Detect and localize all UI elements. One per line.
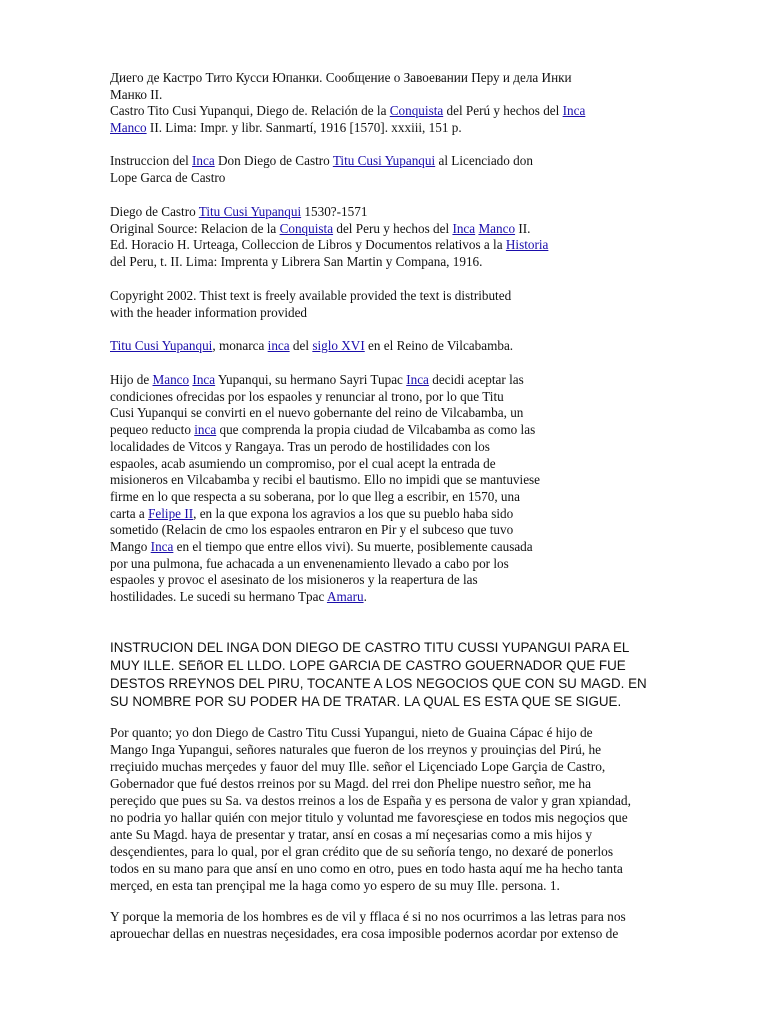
text-line: Diego de Castro Titu Cusi Yupanqui 1530?-1571 (110, 204, 368, 219)
text-line: sometido (Relacin de cmo los espaoles entraron en Pir y el subceso que tuvo (110, 522, 514, 538)
link-titu-cusi-yupanqui[interactable]: Titu Cusi Yupanqui (332, 153, 436, 168)
body-paragraph (110, 724, 631, 894)
link-titu-cusi-yupanqui[interactable]: Titu Cusi Yupanqui (110, 338, 213, 353)
text-line: no podria yo hallar quién con mejor titulo y voluntad me favoresçiese en todos mis negoçios que (110, 810, 628, 825)
text-line: Y porque la memoria de los hombres es de vil y fflaca é si no nos ocurrimos a las letras para nos (110, 909, 626, 924)
link-inca[interactable]: inca (267, 338, 290, 353)
text-line: Ed. Horacio H. Urteaga, Colleccion de Libros y Documentos relativos a la Historia (110, 237, 549, 253)
link-inca[interactable]: Inca (150, 539, 174, 555)
link-inca[interactable]: Inca (192, 372, 216, 387)
text-line: hostilidades. Le sucedi su hermano Tpac Amaru. (110, 589, 367, 605)
text-line: Диего де Кастро Тито Кусси Юпанки. Сообщение о Завоевании Перу и дела Инки (110, 70, 572, 85)
text-line: todos en su mano para que ansí en uno como en otro, pues en todo hasta aquí me ha hecho tanta (110, 861, 623, 876)
link-amaru[interactable]: Amaru (326, 589, 364, 605)
text-line: espaoles y provoc el asesinato de los misioneros y la reapertura de las (110, 572, 478, 588)
text-line: rreçiuido muchas merçedes y fauor del muy Ille. señor el Liçenciado Lope Garçia de Castro, (110, 759, 606, 774)
link-manco[interactable]: Manco (152, 372, 190, 387)
text-line: with the header information provided (110, 304, 308, 320)
link-conquista[interactable]: Conquista (389, 103, 444, 119)
link-inca[interactable]: Inca (452, 220, 476, 236)
text-line: Original Source: Relacion de la Conquista del Peru y hechos del Inca Manco II. (110, 220, 531, 236)
text-line: carta a Felipe II, en la que expona los agravios a los que su pueblo haba sido (110, 505, 514, 521)
link-inca[interactable]: Inca (406, 372, 429, 387)
text-line: pereçido que pues su Sa. va destos rreinos a los de España y es persona de valor y gran xpiandad, (110, 793, 631, 808)
text-line: Copyright 2002. Thist text is freely available provided the text is distributed (110, 288, 512, 303)
section-heading (110, 639, 647, 711)
heading-line: DESTOS RREYNOS DEL PIRU, TOCANTE A LOS NEGOCIOS QUE CON SU MAGD. EN (110, 676, 647, 691)
link-felipe-ii[interactable]: Felipe II (148, 505, 194, 521)
link-manco[interactable]: Manco (478, 220, 516, 236)
heading-line: INSTRUCION DEL INGA DON DIEGO DE CASTRO TITU CUSSI YUPANGUI PARA EL (110, 640, 630, 655)
text-line: Hijo de Manco Inca Yupanqui, su hermano Sayri Tupac Inca decidi aceptar las (110, 372, 524, 387)
citation-paragraph (110, 70, 585, 137)
text-line: misioneros en Vilcabamba y recibi el bautismo. Ello no impidi que se mantuviese (110, 472, 541, 488)
text-line: por una pulmona, fue achacada a un envenenamiento llevado a cabo por los (110, 555, 509, 571)
link-titu-cusi-yupanqui[interactable]: Titu Cusi Yupanqui (198, 204, 302, 219)
link-inca[interactable]: Inca (192, 153, 215, 168)
text-line: Манко II. (110, 86, 163, 102)
text-line: Manco II. Lima: Impr. y libr. Sanmartí, 1916 [1570]. xxxiii, 151 p. (110, 120, 462, 136)
text-line: Mango Inca en el tiempo que entre ellos vivi). Su muerte, posiblemente causada (110, 539, 533, 555)
link-conquista[interactable]: Conquista (279, 220, 334, 236)
text-line: Gobernador que fué destos rreinos por su Magd. del rrei don Phelipe nuestro señor, me ha (110, 776, 592, 791)
link-historia[interactable]: Historia (505, 237, 549, 253)
text-line: Castro Tito Cusi Yupanqui, Diego de. Relación de la Conquista del Perú y hechos del Inca (110, 103, 586, 119)
text-line: Instruccion del Inca Don Diego de Castro Titu Cusi Yupanqui al Licenciado don (110, 153, 533, 168)
link-inca[interactable]: Inca (562, 103, 586, 119)
body-paragraph (110, 908, 626, 942)
heading-line: MUY ILLE. SEñOR EL LLDO. LOPE GARCIA DE CASTRO GOUERNADOR QUE FUE (110, 658, 626, 673)
link-siglo-xvi[interactable]: siglo XVI (312, 338, 365, 353)
link-inca[interactable]: inca (194, 422, 217, 438)
text-line: Cusi Yupanqui se convirti en el nuevo gobernante del reino de Vilcabamba, un (110, 405, 524, 421)
text-line: del Peru, t. II. Lima: Imprenta y Librera San Martin y Compana, 1916. (110, 254, 483, 270)
text-line: firme en lo que respecta a su soberana, por lo que lleg a escribir, en 1570, una (110, 488, 520, 504)
text-line: aprouechar dellas en nuestras neçesidades, era cosa imposible podernos acordar por extenso de (110, 926, 619, 941)
text-line: Titu Cusi Yupanqui, monarca inca del siglo XVI en el Reino de Vilcabamba. (110, 338, 514, 353)
link-manco[interactable]: Manco (110, 120, 147, 136)
text-line: ante Su Magd. haya de presentar y tratar, ansí en cosas a mí neçesarias como a mis hijos y (110, 827, 593, 842)
text-line: desçendientes, para lo qual, por el gran crédito que de su señoría tengo, no dexaré de ponerlos (110, 844, 614, 859)
summary-line (110, 338, 513, 355)
copyright-paragraph (110, 288, 511, 321)
text-line: Por quanto; yo don Diego de Castro Titu Cussi Yupangui, nieto de Guaina Cápac é hijo de (110, 725, 593, 740)
text-line: espaoles, acab asumiendo un compromiso, por el cual acept la entrada de (110, 455, 496, 471)
text-line: pequeo reducto inca que comprenda la propia ciudad de Vilcabamba as como las (110, 422, 536, 438)
text-line: Lope Garca de Castro (110, 169, 226, 185)
text-line: localidades de Vitcos y Rangaya. Tras un perodo de hostilidades con los (110, 438, 490, 454)
biography-paragraph (110, 372, 540, 606)
source-paragraph (110, 204, 548, 271)
text-line: Mango Inga Yupangui, señores naturales que fueron de los rreynos y prouinçias del Pirú, he (110, 742, 602, 757)
text-line: merçed, en esta tan prençipal me la haga como yo espero de su muy Ille. persona. 1. (110, 878, 560, 893)
instruction-paragraph (110, 153, 533, 186)
text-line: condiciones ofrecidas por los espaoles y renunciar al trono, por lo que Titu (110, 388, 504, 404)
heading-line: SU NOMBRE POR SU PODER HA DE TRATAR. LA QUAL ES ESTA QUE SE SIGUE. (110, 694, 622, 709)
